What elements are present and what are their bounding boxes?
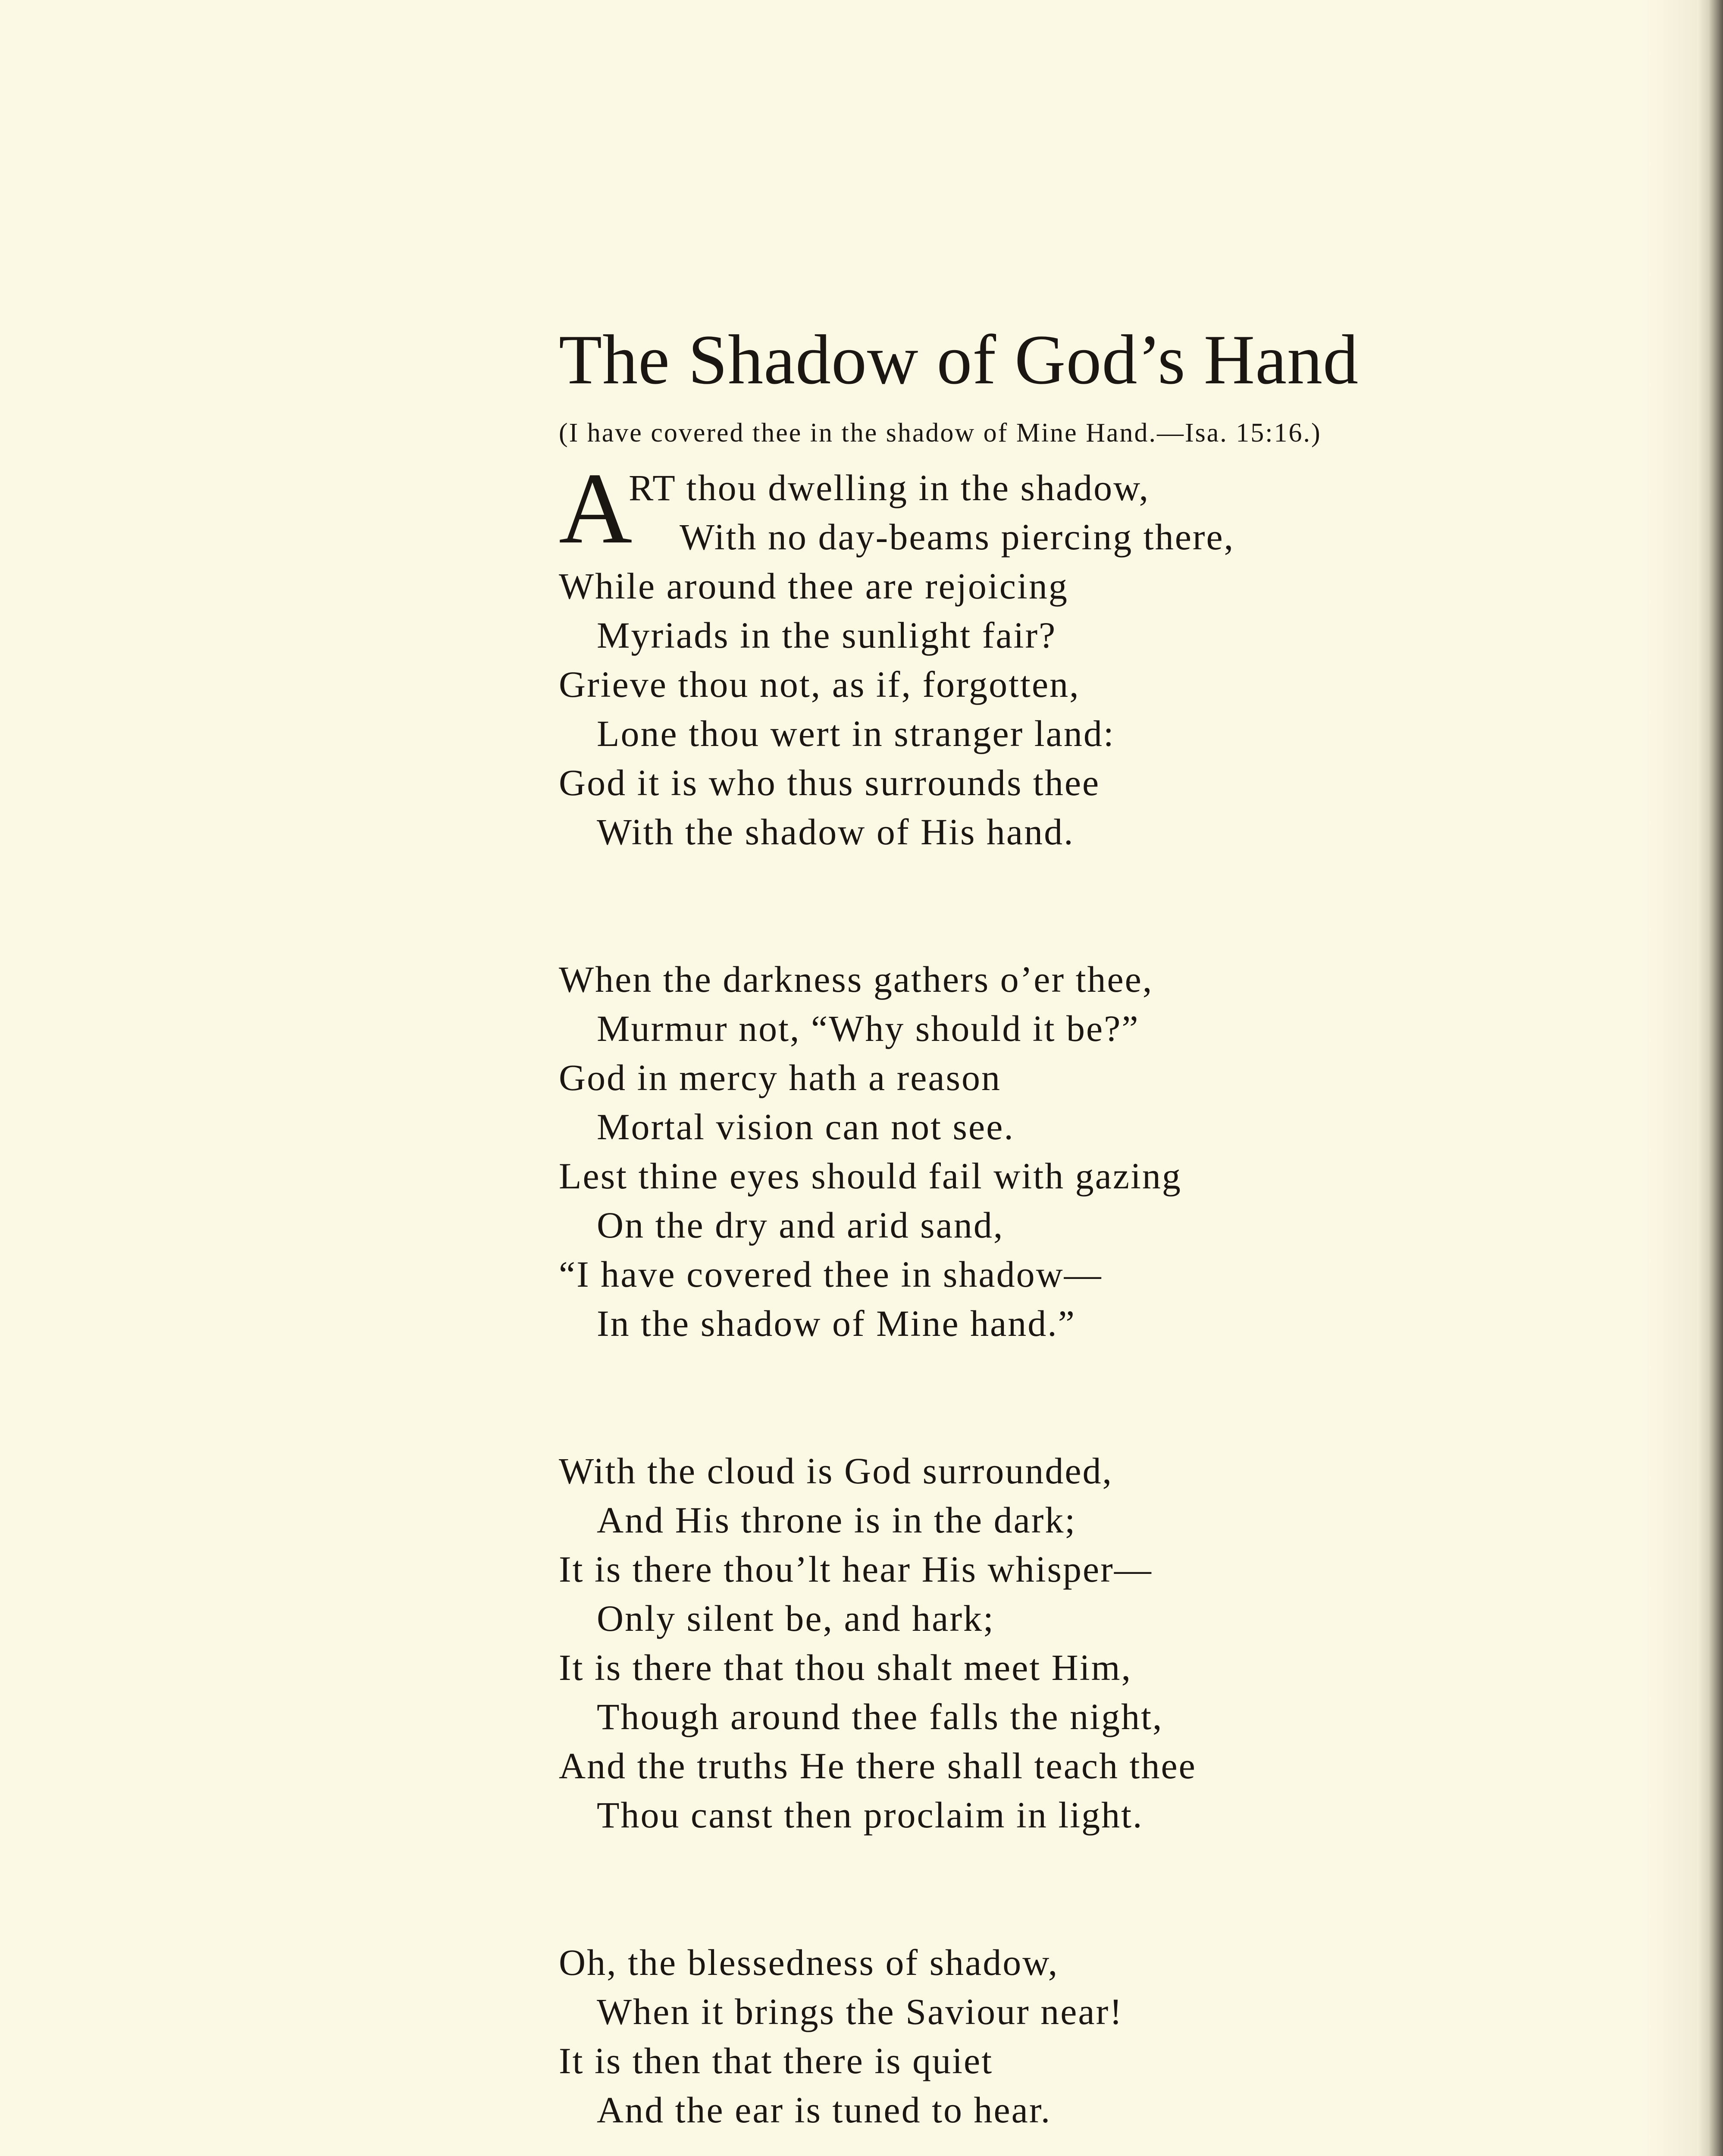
poem-line: “I have covered thee in shadow— — [559, 1253, 1103, 1295]
poem-line: In the shadow of Mine hand.” — [597, 1303, 1076, 1344]
poem-line: When it brings the Saviour near! — [597, 1991, 1123, 2032]
stanza-4 — [559, 1938, 1637, 2134]
poem-line: With the shadow of His hand. — [597, 811, 1075, 852]
poem-line: While around thee are rejoicing — [559, 565, 1068, 607]
page-edge — [1697, 0, 1723, 2156]
stanza-1 — [559, 452, 1637, 856]
poem-title: The Shadow of God’s Hand — [559, 321, 1359, 399]
poem-line: And the truths He there shall teach thee — [559, 1745, 1197, 1786]
poem-line: And His throne is in the dark; — [597, 1499, 1077, 1541]
poem-line: Only silent be, and hark; — [597, 1598, 995, 1639]
poem-line: On the dry and arid sand, — [597, 1204, 1004, 1246]
poem-line: It is then that there is quiet — [559, 2040, 993, 2081]
poem-page — [559, 319, 1637, 2134]
drop-cap: A — [559, 452, 634, 565]
stanza-2 — [559, 955, 1637, 1348]
poem-line: When the darkness gathers o’er thee, — [559, 959, 1153, 1000]
poem-line: Oh, the blessedness of shadow, — [559, 1942, 1059, 1983]
stanza-3 — [559, 1446, 1637, 1839]
poem-epigraph: (I have covered thee in the shadow of Mine Hand.—Isa. 15:16.) — [559, 418, 1322, 448]
poem-line: Grieve thou not, as if, forgotten, — [559, 664, 1080, 705]
poem-line: Murmur not, “Why should it be?” — [597, 1008, 1140, 1049]
poem-line: Myriads in the sunlight fair? — [597, 614, 1057, 656]
poem-line: Lest thine eyes should fail with gazing — [559, 1155, 1182, 1197]
poem-line: God it is who thus surrounds thee — [559, 762, 1100, 803]
page-edge-shading — [1645, 0, 1697, 2156]
poem-line: And the ear is tuned to hear. — [597, 2089, 1052, 2131]
poem-line: Though around thee falls the night, — [597, 1696, 1163, 1737]
poem-line: It is there thou’lt hear His whisper— — [559, 1548, 1153, 1590]
poem-body — [559, 452, 1637, 2134]
poem-line: Lone thou wert in stranger land: — [597, 713, 1115, 754]
poem-line: It is there that thou shalt meet Him, — [559, 1647, 1132, 1688]
poem-line-text: RT thou dwelling in the shadow, — [629, 467, 1150, 508]
poem-line: With no day-beams piercing there, — [680, 516, 1235, 558]
poem-line: With the cloud is God surrounded, — [559, 1450, 1113, 1492]
poem-line: God in mercy hath a reason — [559, 1057, 1002, 1098]
poem-line: Mortal vision can not see. — [597, 1106, 1015, 1147]
poem-line: Thou canst then proclaim in light. — [597, 1794, 1143, 1836]
